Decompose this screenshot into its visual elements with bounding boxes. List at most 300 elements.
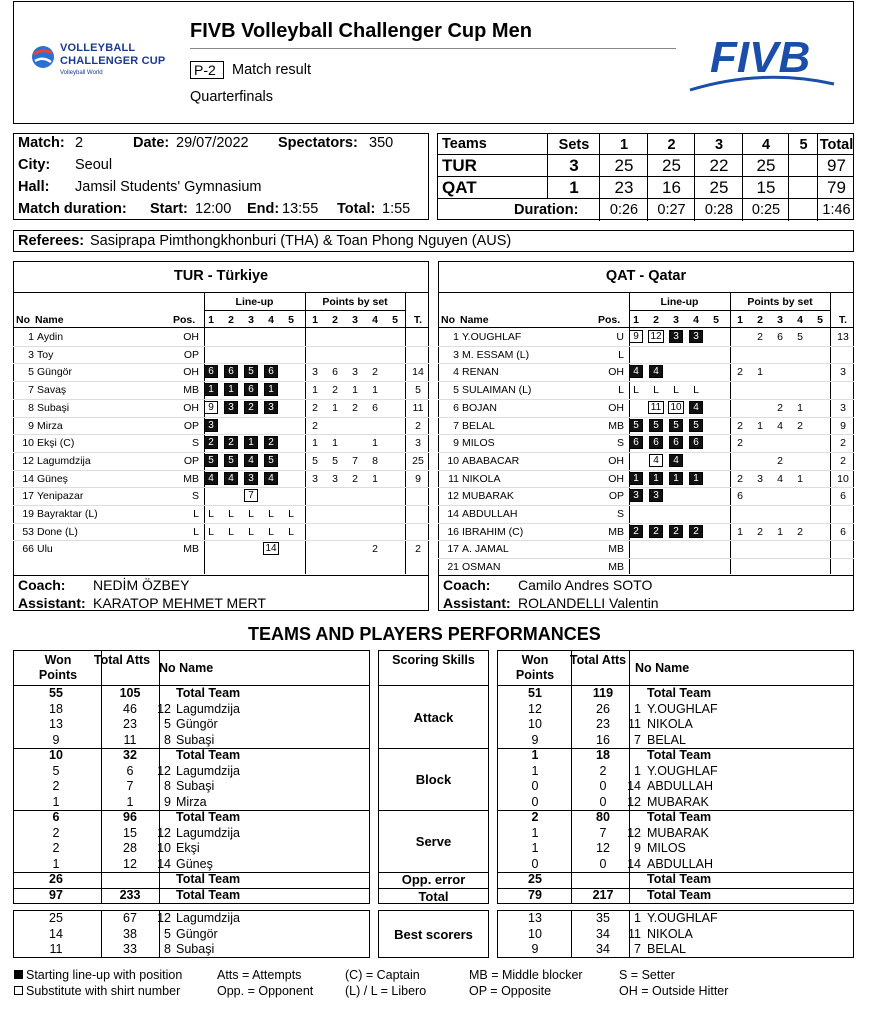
lineup-head-line: [13, 327, 429, 328]
result-header: 3: [714, 137, 724, 153]
won-points: 1: [52, 794, 60, 809]
libero-mark: L: [653, 384, 659, 397]
lineup-set-header: 2: [653, 314, 659, 326]
player-name: NIKOLA: [647, 717, 693, 731]
player-name: A. JAMAL: [462, 543, 509, 556]
player-name: BELAL: [647, 942, 686, 956]
player-name: ABABACAR: [462, 454, 520, 467]
lineup-col-line: [830, 292, 831, 574]
substitute-box: 7: [244, 489, 258, 502]
match-value: 2: [75, 135, 84, 151]
player-total-points: 25: [412, 454, 424, 467]
coach-name: Camilo Andres SOTO: [518, 577, 653, 593]
starting-position-box: 4: [629, 365, 643, 378]
player-name: Savaş: [37, 384, 67, 397]
set-points: 1: [312, 384, 318, 397]
fivb-logo-text: FIVB: [710, 33, 811, 82]
total-atts: 80: [596, 810, 610, 824]
set-points: 6: [332, 366, 338, 379]
lineup-col-line: [730, 292, 731, 574]
starting-position-box: 1: [204, 383, 218, 396]
scoring-skills-header: Scoring Skills: [392, 653, 475, 667]
player-position: S: [191, 437, 199, 450]
won-points: 10: [528, 926, 542, 941]
coach-label: Coach:: [443, 577, 491, 593]
lineup-row-line: [438, 487, 854, 488]
libero-mark: L: [228, 508, 234, 520]
player-name: Lagumdzija: [176, 911, 240, 925]
set-points: 1: [372, 384, 378, 397]
set-points: 2: [737, 472, 743, 485]
set-points: 2: [372, 543, 378, 556]
starting-position-box: 5: [689, 419, 703, 432]
won-points: 10: [49, 748, 63, 762]
player-number: 4: [453, 366, 459, 379]
player-number: 1: [634, 911, 641, 925]
result-header: 4: [761, 137, 771, 153]
referees-label: Referees:: [18, 233, 85, 249]
player-number: 11: [628, 926, 641, 941]
spectators-label: Spectators:: [278, 135, 358, 151]
set-points: 2: [777, 454, 783, 467]
start-value: 12:00: [195, 201, 232, 217]
won-points: 79: [528, 887, 542, 902]
total-atts: 233: [119, 887, 141, 902]
player-position: MB: [183, 384, 199, 397]
set-points: 1: [352, 384, 358, 397]
player-number: 12: [447, 490, 459, 503]
assistant-label: Assistant:: [18, 595, 86, 611]
player-total-points: 6: [840, 525, 846, 538]
starting-position-box: 6: [669, 436, 683, 449]
player-number: 8: [164, 732, 171, 747]
starting-position-box: 2: [629, 525, 643, 538]
set-points: 2: [737, 419, 743, 432]
set-points: 2: [757, 525, 763, 538]
starting-position-box: 2: [649, 525, 663, 538]
legend-text: (L) / L = Libero: [345, 984, 427, 998]
total-atts: 1: [126, 794, 134, 809]
libero-mark: L: [208, 508, 214, 520]
player-position: OP: [183, 348, 199, 361]
player-number: 8: [164, 942, 171, 956]
starting-lineup-square-icon: [14, 970, 23, 979]
legend-item: [469, 968, 583, 982]
set-points: 3: [312, 366, 318, 379]
player-position: OH: [183, 401, 199, 414]
player-number: 3: [453, 348, 459, 361]
player-name: Y.OUGHLAF: [647, 701, 718, 716]
no-name-header: No Name: [159, 661, 214, 675]
player-name: Total Team: [176, 748, 241, 762]
lineup-row-line: [13, 487, 429, 488]
name-header: Name: [35, 314, 64, 326]
total-atts: 2: [599, 763, 607, 778]
spectators-value: 350: [369, 135, 394, 151]
starting-position-box: 5: [224, 454, 238, 467]
volleyball-icon: [30, 44, 56, 70]
set-points: 1: [757, 366, 763, 379]
assistant-name: ROLANDELLI Valentin: [518, 595, 659, 611]
total-atts: 15: [123, 825, 137, 840]
player-name: Ekşi (C): [37, 437, 75, 450]
player-number: 16: [447, 525, 459, 538]
player-position: MB: [183, 472, 199, 485]
player-number: 17: [22, 490, 34, 503]
total-atts: 34: [596, 926, 610, 941]
player-total-points: 3: [840, 366, 846, 379]
legend-item: [619, 968, 675, 982]
pos-header: Pos.: [598, 314, 621, 326]
won-points-header: Won Points: [38, 653, 78, 682]
starting-position-box: 1: [649, 472, 663, 485]
player-name: Güneş: [176, 856, 213, 871]
won-points: 2: [52, 841, 60, 855]
performances-title: TEAMS AND PLAYERS PERFORMANCES: [248, 624, 601, 644]
lineup-title-line: [13, 292, 429, 293]
logo-line-1: VOLLEYBALL: [60, 42, 136, 54]
legend-text: OH = Outside Hitter: [619, 984, 729, 998]
player-position: S: [191, 490, 199, 503]
player-position: MB: [183, 543, 199, 556]
result-set-score: 15: [756, 178, 776, 197]
player-name: Subaşi: [176, 732, 215, 747]
set-points: 6: [372, 401, 378, 414]
total-atts-header: Total Atts: [93, 653, 151, 667]
player-total-points: 11: [412, 401, 424, 414]
player-name: Lagumdzija: [176, 825, 240, 840]
starting-position-box: 4: [264, 472, 278, 485]
total-atts: 33: [123, 942, 137, 956]
player-number: 14: [447, 508, 459, 520]
set-points: 8: [372, 454, 378, 467]
lineup-row-line: [13, 346, 429, 347]
player-number: 11: [448, 472, 459, 485]
won-points: 0: [531, 779, 539, 793]
player-name: Lagumdzija: [176, 763, 240, 778]
won-points: 1: [531, 841, 539, 855]
set-points: 3: [352, 366, 358, 379]
lineup-set-header: 3: [248, 314, 254, 326]
skill-block-label: Block: [415, 772, 452, 787]
substitute-box: 9: [629, 330, 643, 343]
logo-line-2: CHALLENGER CUP: [60, 55, 166, 67]
set-points: 6: [777, 331, 783, 343]
total-atts: 34: [596, 942, 610, 956]
set-points: 1: [372, 437, 378, 450]
won-points: 2: [52, 825, 60, 840]
best-scorers-label: Best scorers: [394, 927, 473, 942]
starting-position-box: 4: [224, 472, 238, 485]
won-points: 51: [528, 686, 542, 700]
player-number: 12: [627, 825, 641, 840]
player-number: 1: [634, 701, 641, 716]
hall-label: Hall:: [18, 179, 50, 195]
legend-text: OP = Opposite: [469, 984, 552, 998]
result-set-duration: 0:26: [609, 202, 639, 218]
player-total-points: 14: [412, 366, 424, 379]
set-points: 2: [332, 384, 338, 397]
lineup-row-line: [13, 399, 429, 400]
starting-position-box: 3: [689, 330, 703, 343]
set-points: 2: [352, 472, 358, 485]
player-number: 6: [453, 401, 459, 414]
fivb-logo: [688, 28, 836, 96]
player-name: Subaşi: [37, 401, 70, 414]
set-points: 3: [312, 472, 318, 485]
legend-text: (C) = Captain: [345, 968, 420, 982]
player-position: L: [193, 525, 199, 538]
player-number: 5: [28, 366, 34, 379]
points-set-header: 4: [797, 314, 803, 326]
result-team-code: TUR: [442, 156, 477, 175]
set-points: 2: [352, 401, 358, 414]
coach-name: NEDİM ÖZBEY: [93, 577, 190, 593]
starting-position-box: 3: [204, 419, 218, 432]
lineup-set-header: 5: [713, 314, 719, 326]
total-atts: 12: [596, 841, 610, 855]
starting-position-box: 6: [204, 365, 218, 378]
result-header: Sets: [558, 137, 590, 153]
player-name: NIKOLA: [647, 926, 693, 941]
lineup-row-line: [13, 505, 429, 506]
points-by-set-header: Points by set: [322, 296, 388, 308]
player-number: 9: [28, 419, 34, 432]
player-number: 8: [164, 779, 171, 793]
challenger-cup-logo: [28, 40, 188, 84]
result-set-score: 25: [662, 156, 681, 175]
starting-position-box: 6: [244, 383, 258, 396]
player-number: 5: [453, 384, 459, 397]
lineup-row-line: [13, 381, 429, 382]
player-position: S: [616, 437, 624, 450]
player-name: Aydin: [37, 331, 64, 343]
player-name: Total Team: [647, 872, 712, 886]
legend-text: Opp. = Opponent: [217, 984, 314, 998]
lineup-team-title: TUR - Türkiye: [173, 268, 269, 284]
result-set-score: [789, 177, 818, 199]
won-points: 2: [52, 779, 60, 793]
player-name: Total Team: [647, 748, 712, 762]
total-atts: 96: [123, 810, 137, 824]
libero-mark: L: [288, 525, 294, 538]
player-name: Subaşi: [176, 779, 215, 793]
player-number: 7: [634, 732, 641, 747]
libero-mark: L: [208, 525, 214, 538]
points-set-header: 5: [817, 314, 823, 326]
player-name: Güngör: [176, 926, 218, 941]
player-number: 7: [453, 419, 459, 432]
total-header: T.: [838, 314, 848, 326]
player-number: 21: [447, 561, 459, 574]
starting-position-box: 6: [224, 365, 238, 378]
player-total-points: 2: [840, 454, 846, 467]
name-header: Name: [460, 314, 489, 326]
player-name: Y.OUGHLAF: [462, 331, 522, 343]
total-atts: 32: [123, 748, 137, 762]
player-name: OSMAN: [462, 561, 501, 574]
starting-position-box: 4: [204, 472, 218, 485]
points-by-set-header: Points by set: [747, 296, 813, 308]
player-name: Total Team: [647, 887, 712, 902]
lineup-row-line: [438, 381, 854, 382]
starting-position-box: 2: [669, 525, 683, 538]
set-points: 2: [312, 401, 318, 414]
no-header: No: [441, 314, 455, 326]
result-set-duration: 0:27: [657, 202, 686, 218]
won-points: 2: [531, 810, 539, 824]
player-number: 12: [157, 763, 171, 778]
starting-position-box: 5: [264, 454, 278, 467]
legend-text: Starting line-up with position: [26, 968, 183, 982]
won-points: 10: [528, 717, 542, 731]
substitute-box: 9: [204, 401, 218, 414]
lineup-row-line: [438, 346, 854, 347]
player-number: 5: [164, 717, 171, 731]
starting-position-box: 6: [264, 365, 278, 378]
total-atts: 67: [123, 911, 137, 925]
player-total-points: 9: [415, 472, 421, 485]
starting-position-box: 6: [649, 436, 663, 449]
total-atts: 16: [596, 732, 610, 747]
substitute-square-icon: [14, 986, 23, 995]
set-points: 1: [372, 472, 378, 485]
starting-position-box: 5: [649, 419, 663, 432]
player-position: OH: [608, 366, 624, 379]
player-number: 9: [164, 794, 171, 809]
libero-mark: L: [673, 384, 679, 397]
legend-text: Atts = Attempts: [217, 968, 302, 982]
won-points: 18: [49, 701, 63, 716]
duration-label: Match duration:: [18, 201, 127, 217]
set-points: 5: [332, 454, 338, 467]
player-name: Subaşi: [176, 942, 215, 956]
set-points: 2: [777, 401, 783, 414]
player-name: Yenipazar: [37, 490, 84, 503]
won-points: 9: [531, 942, 539, 956]
total-atts: 217: [592, 887, 614, 902]
won-points: 0: [531, 856, 539, 871]
assistant-name: KARATOP MEHMET MERT: [93, 595, 266, 611]
starting-position-box: 4: [669, 454, 683, 467]
player-name: Total Team: [176, 686, 241, 700]
total-header: T.: [413, 314, 423, 326]
player-name: Güneş: [37, 472, 68, 485]
total-duration-value: 1:55: [382, 201, 411, 217]
starting-position-box: 2: [689, 525, 703, 538]
starting-position-box: 3: [244, 472, 258, 485]
player-total-points: 9: [840, 419, 846, 432]
report-type: Match result: [232, 62, 311, 78]
match-label: Match:: [18, 135, 65, 151]
won-points: 11: [49, 942, 63, 956]
starting-position-box: 1: [629, 472, 643, 485]
player-name: BOJAN: [462, 401, 498, 414]
player-number: 11: [628, 717, 641, 731]
starting-position-box: 2: [224, 436, 238, 449]
won-points: 9: [531, 732, 539, 747]
player-name: Total Team: [176, 872, 241, 886]
result-set-score: 25: [756, 156, 776, 175]
starting-position-box: 2: [204, 436, 218, 449]
starting-position-box: 4: [689, 401, 703, 414]
legend-item: [345, 968, 420, 982]
lineup-row-line: [13, 540, 429, 541]
lineup-row-line: [438, 470, 854, 471]
perf-section-line: [378, 810, 489, 811]
points-set-header: 1: [737, 314, 743, 326]
city-label: City:: [18, 157, 51, 173]
match-code: P-2: [194, 62, 216, 78]
lineup-row-line: [438, 417, 854, 418]
starting-position-box: 5: [244, 365, 258, 378]
total-atts: 119: [592, 686, 614, 700]
title-underline: [190, 48, 676, 49]
player-position: OP: [183, 454, 199, 467]
result-team-total: 97: [827, 156, 846, 175]
player-total-points: 3: [415, 437, 421, 450]
total-atts: 38: [123, 926, 137, 941]
lineup-row-line: [13, 434, 429, 435]
libero-mark: L: [288, 508, 294, 520]
player-name: Mirza: [176, 794, 207, 809]
result-set-duration: 0:28: [704, 202, 734, 218]
total-atts: 35: [596, 911, 610, 925]
player-position: MB: [608, 525, 624, 538]
player-total-points: 5: [415, 384, 421, 397]
won-points: 26: [49, 872, 63, 886]
total-atts: 28: [123, 841, 137, 855]
player-position: OH: [183, 366, 199, 379]
lineup-subhead-line: [629, 310, 830, 311]
result-header: 1: [619, 137, 629, 153]
lineup-row-line: [438, 523, 854, 524]
player-number: 14: [157, 856, 171, 871]
starting-position-box: 1: [669, 472, 683, 485]
city-value: Seoul: [75, 157, 113, 173]
lineup-col-line: [305, 292, 306, 574]
date-value: 29/07/2022: [176, 135, 249, 151]
player-position: L: [618, 384, 624, 397]
player-number: 14: [22, 472, 34, 485]
total-duration-label: Total:: [337, 201, 376, 217]
lineup-set-header: 3: [673, 314, 679, 326]
player-number: 1: [453, 331, 459, 343]
total-atts: 11: [123, 732, 137, 747]
substitute-box: 14: [263, 542, 279, 555]
hall-value: Jamsil Students' Gymnasium: [75, 179, 262, 195]
starting-position-box: 5: [629, 419, 643, 432]
total-label: Total: [418, 888, 449, 904]
page-title: FIVB Volleyball Challenger Cup Men: [190, 20, 532, 42]
points-set-header: 4: [372, 314, 378, 326]
player-number: 9: [634, 841, 641, 855]
player-name: MILOS: [462, 437, 495, 450]
result-table: [437, 133, 854, 220]
won-points: 14: [49, 926, 63, 941]
won-points: 0: [531, 794, 539, 809]
set-points: 3: [332, 472, 338, 485]
legend-text: S = Setter: [619, 968, 675, 982]
starting-position-box: 4: [244, 454, 258, 467]
player-name: Mirza: [37, 419, 63, 432]
won-points: 1: [531, 825, 539, 840]
player-name: ABDULLAH: [462, 508, 518, 520]
starting-position-box: 1: [224, 383, 238, 396]
set-points: 2: [737, 366, 743, 379]
result-team-sets: 3: [569, 156, 579, 175]
player-total-points: 13: [837, 331, 849, 343]
